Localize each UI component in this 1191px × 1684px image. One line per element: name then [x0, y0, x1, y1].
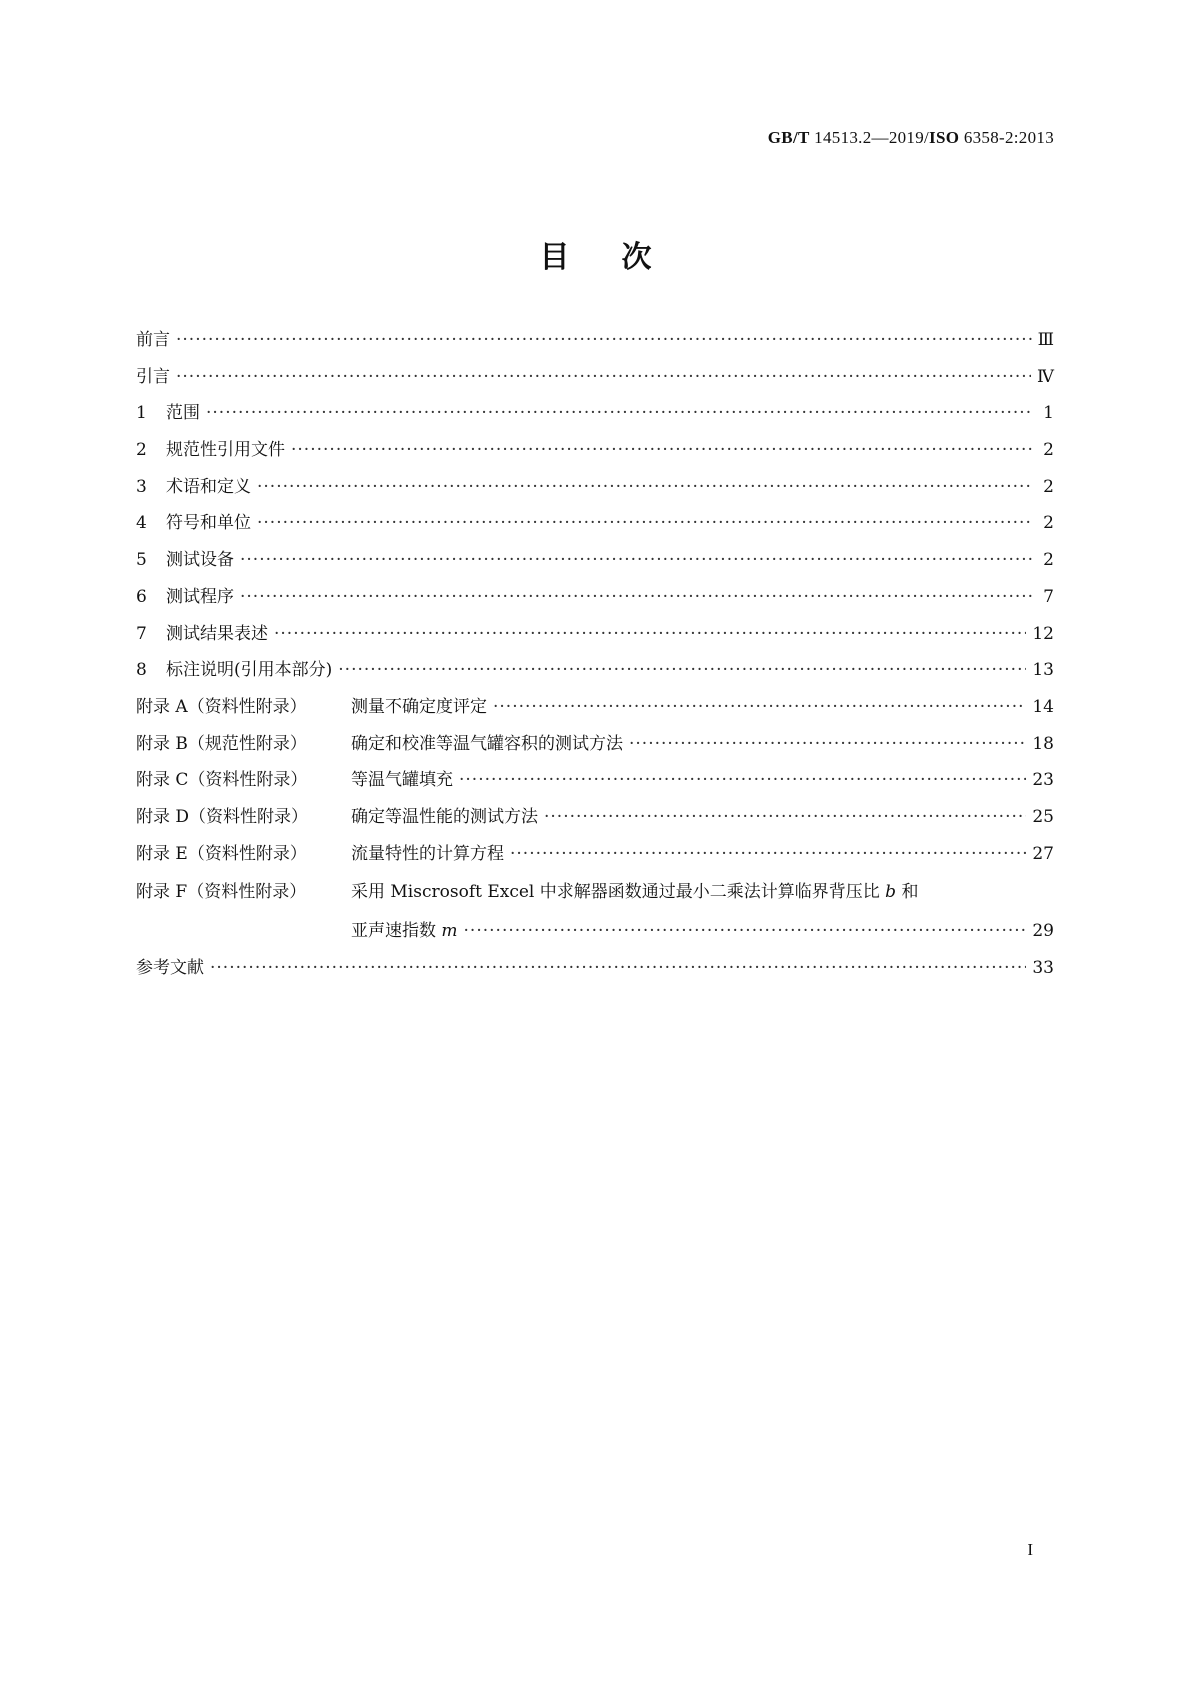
toc-entry-label: 范围 — [166, 403, 200, 424]
toc-chapter-number: 5 — [136, 550, 147, 571]
toc-entry-label: 引言 — [136, 366, 170, 387]
toc-entry-annex-d[interactable] — [136, 799, 1054, 836]
toc-chapter-number: 8 — [136, 660, 147, 681]
toc-entry-label: 流量特性的计算方程 — [351, 843, 504, 864]
toc-entry-label: 标注说明(引用本部分) — [166, 660, 333, 681]
toc-entry-annex-f-continued[interactable] — [136, 912, 1054, 950]
toc-page-number: 25 — [1032, 806, 1054, 827]
standard-number-header — [768, 128, 1054, 148]
toc-entry-chapter-4[interactable] — [136, 505, 1054, 542]
toc-entry-label-line-2 — [351, 912, 458, 950]
toc-entry-label: 测试程序 — [166, 586, 234, 607]
toc-annex-designation: 附录 C（资料性附录） — [136, 770, 308, 791]
toc-page-number: 14 — [1032, 696, 1054, 717]
toc-leader-dots — [240, 579, 1032, 616]
toc-entry-chapter-6[interactable] — [136, 579, 1054, 616]
toc-leader-dots — [464, 912, 1027, 950]
toc-chapter-number: 2 — [136, 440, 147, 461]
toc-entry-label: 等温气罐填充 — [351, 770, 453, 791]
toc-page-number: Ⅲ — [1037, 330, 1054, 350]
toc-page-number: 18 — [1032, 733, 1054, 754]
toc-page-number: 2 — [1043, 513, 1054, 534]
toc-entry-label: 测量不确定度评定 — [351, 696, 487, 717]
toc-page-number: 2 — [1043, 476, 1054, 497]
toc-page-number: 23 — [1032, 770, 1054, 791]
toc-chapter-number: 7 — [136, 623, 147, 644]
gb-number: 14513.2—2019/ — [814, 128, 930, 147]
toc-page-number: 13 — [1032, 660, 1054, 681]
toc-leader-dots — [291, 432, 1032, 469]
toc-page-number: 29 — [1032, 921, 1054, 942]
toc-chapter-number: 3 — [136, 476, 147, 497]
toc-leader-dots — [176, 359, 1031, 396]
annex-f-title-and: 和 — [901, 882, 919, 903]
toc-annex-designation: 附录 F（资料性附录） — [136, 882, 307, 903]
toc-entry-annex-a[interactable] — [136, 689, 1054, 726]
toc-entry-chapter-5[interactable] — [136, 542, 1054, 579]
toc-entry-bibliography[interactable] — [136, 950, 1054, 987]
toc-entry-label: 测试设备 — [166, 550, 234, 571]
toc-page-number: 1 — [1043, 403, 1054, 424]
toc-entry-chapter-1[interactable] — [136, 395, 1054, 432]
toc-annex-designation: 附录 D（资料性附录） — [136, 806, 309, 827]
toc-entry-label: 术语和定义 — [166, 476, 251, 497]
toc-leader-dots — [493, 689, 1026, 726]
toc-entry-label: 参考文献 — [136, 958, 204, 979]
toc-entry-annex-e[interactable] — [136, 836, 1054, 873]
toc-entry-label: 规范性引用文件 — [166, 440, 285, 461]
toc-entry-label: 确定和校准等温气罐容积的测试方法 — [351, 733, 623, 754]
toc-title: 目次 — [539, 240, 704, 275]
annex-f-title-part-1: 采用 Miscrosoft Excel 中求解器函数通过最小二乘法计算临界背压比 — [351, 882, 880, 903]
toc-leader-dots — [176, 322, 1032, 359]
iso-number: 6358-2:2013 — [963, 128, 1054, 147]
toc-leader-dots — [206, 395, 1032, 432]
toc-entry-foreword[interactable] — [136, 322, 1054, 359]
page-number: I — [1027, 1540, 1033, 1559]
variable-m: m — [441, 921, 458, 942]
toc-leader-dots — [257, 505, 1032, 542]
table-of-contents — [136, 322, 1054, 987]
toc-chapter-number: 4 — [136, 513, 147, 534]
toc-page-number: 7 — [1043, 586, 1054, 607]
toc-leader-dots — [544, 799, 1026, 836]
toc-entry-chapter-8[interactable] — [136, 652, 1054, 689]
toc-entry-annex-f[interactable] — [136, 872, 1054, 912]
toc-entry-introduction[interactable] — [136, 359, 1054, 396]
toc-leader-dots — [629, 726, 1026, 763]
toc-entry-chapter-2[interactable] — [136, 432, 1054, 469]
toc-page-number: 12 — [1032, 623, 1054, 644]
toc-page-number: 33 — [1032, 958, 1054, 979]
gb-prefix: GB/T — [767, 128, 810, 147]
toc-entry-label: 符号和单位 — [166, 513, 251, 534]
toc-annex-designation: 附录 E（资料性附录） — [136, 843, 307, 864]
toc-leader-dots — [257, 469, 1032, 506]
toc-entry-annex-b[interactable] — [136, 726, 1054, 763]
toc-leader-dots — [459, 762, 1026, 799]
annex-f-title-part-2: 亚声速指数 — [351, 921, 436, 942]
toc-leader-dots — [338, 652, 1026, 689]
toc-entry-label: 前言 — [136, 330, 170, 350]
toc-entry-annex-c[interactable] — [136, 762, 1054, 799]
toc-leader-dots — [210, 950, 1026, 987]
toc-chapter-number: 1 — [136, 403, 147, 424]
toc-page-number: 2 — [1043, 550, 1054, 571]
toc-leader-dots — [240, 542, 1032, 579]
toc-leader-dots — [274, 616, 1026, 653]
toc-entry-chapter-3[interactable] — [136, 469, 1054, 506]
toc-leader-dots — [510, 836, 1026, 873]
toc-page-number: 27 — [1032, 843, 1054, 864]
toc-entry-label-line-1 — [351, 872, 918, 912]
iso-prefix: ISO — [929, 128, 960, 147]
toc-page-number: 2 — [1043, 440, 1054, 461]
toc-entry-label: 测试结果表述 — [166, 623, 268, 644]
toc-chapter-number: 6 — [136, 586, 147, 607]
toc-annex-designation: 附录 A（资料性附录） — [136, 696, 307, 717]
toc-entry-chapter-7[interactable] — [136, 616, 1054, 653]
toc-entry-label: 确定等温性能的测试方法 — [351, 806, 538, 827]
toc-page-number: Ⅳ — [1037, 366, 1054, 387]
toc-annex-designation: 附录 B（规范性附录） — [136, 733, 307, 754]
variable-b: b — [885, 882, 897, 903]
